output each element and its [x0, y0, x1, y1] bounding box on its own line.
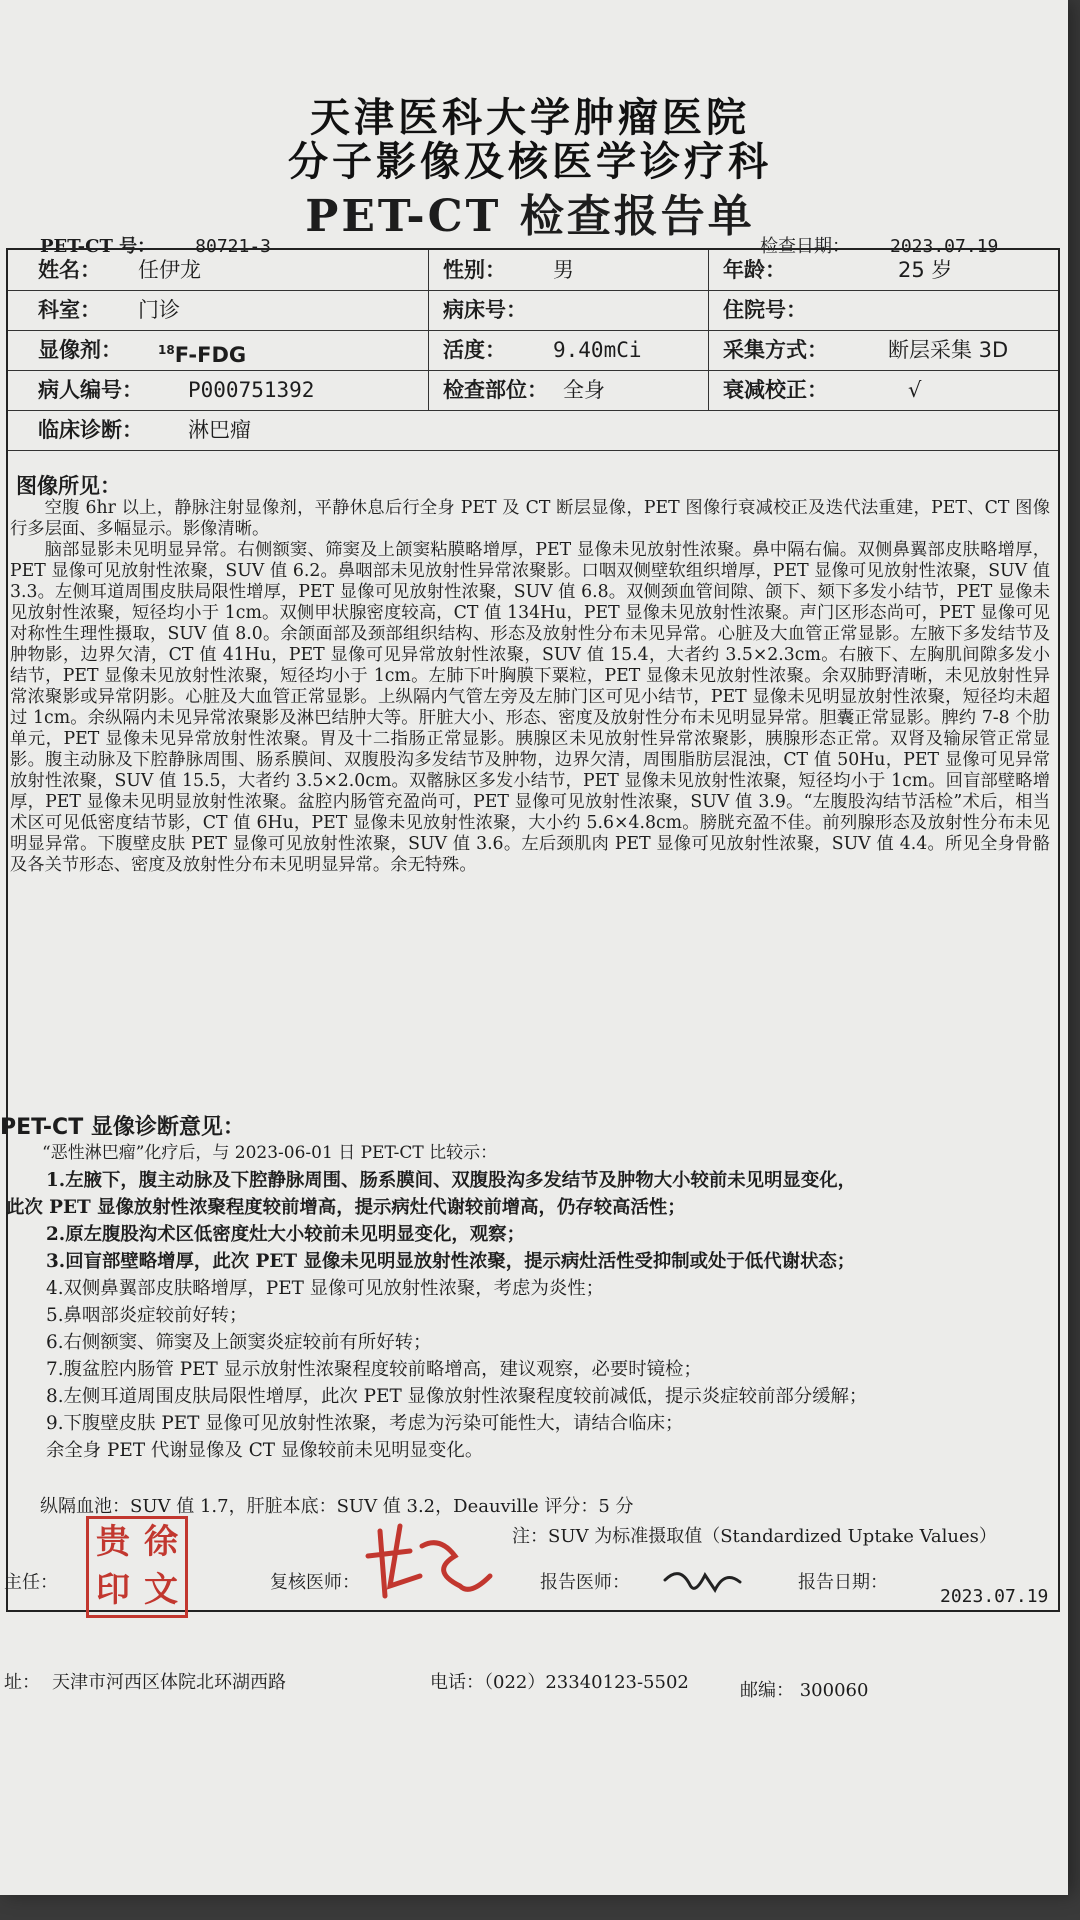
reporter-signature: [660, 1560, 750, 1600]
patient-age: 25 岁: [898, 258, 953, 282]
diagnosis-intro: “恶性淋巴瘤”化疗后，与 2023-06-01 日 PET-CT 比较示：: [42, 1143, 498, 1163]
row-dept: 科室： 门诊 病床号： 住院号：: [8, 290, 1058, 331]
findings-paragraph: 空腹 6hr 以上，静脉注射显像剂，平静休息后行全身 PET 及 CT 断层显像，PET 图像行衰减校正及迭代法重建，PET、CT 图像行多层面、多幅显示。影像清晰。: [10, 498, 1050, 539]
diagnosis-item: 6.右侧额窦、筛窦及上颌窦炎症较前有所好转；: [46, 1332, 432, 1353]
activity: 9.40mCi: [553, 338, 642, 362]
attenuation-check: √: [908, 378, 922, 402]
row-name: 姓名： 任伊龙 性别： 男 年龄： 25 岁: [8, 250, 1058, 291]
petct-number: PET-CT 号： 80721-3: [40, 236, 271, 257]
hospital-name: 天津医科大学肿瘤医院: [310, 95, 750, 141]
reviewer-label: 复核医师：: [270, 1572, 360, 1593]
findings-heading: 图像所见：: [16, 474, 121, 498]
phone: 电话：（022）23340123-5502: [430, 1672, 689, 1693]
report-title: PET-CT 检查报告单: [305, 191, 755, 242]
diagnosis-list: [6, 1140, 1050, 1464]
diagnosis-item: 5.鼻咽部炎症较前好转；: [46, 1305, 248, 1326]
patient-id: P000751392: [188, 378, 315, 402]
reviewer-signature: [360, 1516, 500, 1606]
report-date-label: 报告日期：: [798, 1572, 888, 1593]
patient-dept: 门诊: [138, 298, 180, 322]
diagnosis-item: 9.下腹壁皮肤 PET 显像可见放射性浓聚，考虑为污染可能性大，请结合临床；: [46, 1413, 684, 1434]
diagnosis-item: 1.左腋下，腹主动脉及下腔静脉周围、肠系膜间、双腹股沟多发结节及肿物大小较前未见明显变化，: [46, 1170, 856, 1191]
acquisition-mode: 断层采集 3D: [888, 338, 1009, 362]
diagnosis-item: 2.原左腹股沟术区低密度灶大小较前未见明显变化，观察；: [46, 1224, 525, 1245]
findings-text: [10, 498, 1050, 876]
patient-name: 任伊龙: [138, 258, 201, 282]
clinical-diagnosis: 淋巴瘤: [188, 418, 251, 442]
row-clinical: 临床诊断： 淋巴瘤: [8, 410, 1058, 451]
diagnosis-item: 此次 PET 显像放射性浓聚程度较前增高，提示病灶代谢较前增高，仍存较高活性；: [6, 1197, 686, 1218]
diagnosis-item: 7.腹盆腔内肠管 PET 显示放射性浓聚程度较前略增高，建议观察，必要时镜检；: [46, 1359, 702, 1380]
findings-paragraph: 脑部显影未见明显异常。右侧额窦、筛窦及上颌窦粘膜略增厚，PET 显像未见放射性浓聚。鼻中隔右偏。双侧鼻翼部皮肤略增厚，PET 显像可见放射性浓聚，SUV 值 6.2。鼻咽部未见放射性异常浓聚影。口咽双侧壁软组织增厚，PET 显像可见放射性浓聚，SUV 值 3.3。左侧耳道周围皮肤局限性增厚，PET 显像可见放射性浓聚，SUV 值 6.8。双侧颈血管间隙、颌下、颏下多发小结节，PET 显像未见放射性浓聚，短径均小于 1cm。双侧甲状腺密度较高，CT 值 134Hu，PET 显像未见放射性浓聚。声门区形态尚可，PET 显像可见对称性生理性摄取，SUV 值 8.0。余颌面部及颈部组织结构、形态及放射性分布未见异常。心脏及大血管正常显影。左腋下多发结节及肿物影，边界欠清，CT 值 41Hu，PET 显像可见异常放射性浓聚，SUV 值 15.4，大者约 3.5×2.3cm。右腋下、左胸肌间隙多发小结节，PET 显像未见放射性浓聚，短径均小于 1cm。左肺下叶胸膜下粟粒，PET 显像未见放射性浓聚。余双肺野清晰，未见放射性异常浓聚影或异常阴影。心脏及大血管正常显影。上纵隔内气管左旁及左肺门区可见小结节，PET 显像未见明显放射性浓聚，短径均未超过 1cm。余纵隔内未见异常浓聚影及淋巴结肿大等。肝脏大小、形态、密度及放射性分布未见明显异常。胆囊正常显影。脾约 7-8 个肋单元，PET 显像未见异常放射性浓聚。胃及十二指肠正常显影。胰腺区未见放射性异常浓聚影，胰腺形态正常。双肾及输尿管正常显影。腹主动脉及下腔静脉周围、肠系膜间、双腹股沟多发结节及肿物，边界欠清，周围脂肪层混浊，CT 值 50Hu，PET 显像可见异常放射性浓聚，SUV 值 15.5，大者约 3.5×2.0cm。双髂脉区多发小结节，PET 显像未见放射性浓聚，短径均小于 1cm。回盲部壁略增厚，PET 显像未见明显放射性浓聚。盆腔内肠管充盈尚可，PET 显像可见放射性浓聚，SUV 值 3.9。“左腹股沟结节活检”术后，相当术区可见低密度结节影，CT 值 6Hu，PET 显像未见放射性浓聚，大小约 5.6×4.8cm。膀胱充盈不佳。前列腺形态及放射性分布未见明显异常。下腹壁皮肤 PET 显像可见放射性浓聚，SUV 值 3.6。左后颈肌肉 PET 显像可见放射性浓聚，SUV 值 4.4。所见全身骨骼及各关节形态、密度及放射性分布未见明显异常。余无特殊。: [10, 540, 1050, 875]
director-label: 主任：: [4, 1572, 58, 1593]
row-tracer: 显像剂： $^{18}$F-FDG 活度： 9.40mCi 采集方式： 断层采集 3D: [8, 330, 1058, 371]
reporter-label: 报告医师：: [540, 1572, 630, 1593]
diagnosis-item: 3.回盲部壁略增厚，此次 PET 显像未见明显放射性浓聚，提示病灶活性受抑制或处于低代谢状态；: [46, 1251, 856, 1272]
doctor-seal-stamp: 贵 徐 印 文: [86, 1516, 188, 1618]
exam-date: 检查日期： 2023.07.19: [760, 236, 999, 257]
diagnosis-heading: PET-CT 显像诊断意见：: [0, 1115, 245, 1140]
department-name: 分子影像及核医学诊疗科: [288, 139, 772, 185]
diagnosis-item: 8.左侧耳道周围皮肤局限性增厚，此次 PET 显像放射性浓聚程度较前减低，提示炎症较前部分缓解；: [46, 1386, 868, 1407]
suv-note: 注：SUV 为标准摄取值（Standardized Uptake Values）: [512, 1526, 997, 1547]
diagnosis-item: 4.双侧鼻翼部皮肤略增厚，PET 显像可见放射性浓聚，考虑为炎性；: [46, 1278, 605, 1299]
patient-sex: 男: [553, 258, 574, 282]
tracer: $^{18}$F-FDG: [158, 343, 247, 367]
exam-site: 全身: [563, 378, 605, 402]
suv-reference: 纵隔血池：SUV 值 1.7，肝脏本底：SUV 值 3.2，Deauville 评分：5 分: [40, 1496, 634, 1517]
postcode: 邮编： 300060: [740, 1680, 869, 1701]
address: 址： 天津市河西区体院北环湖西路: [4, 1672, 286, 1693]
report-date: 2023.07.19: [940, 1586, 1049, 1607]
diagnosis-item: 余全身 PET 代谢显像及 CT 显像较前未见明显变化。: [46, 1440, 484, 1461]
row-pid: 病人编号： P000751392 检查部位： 全身 衰减校正： √: [8, 370, 1058, 411]
